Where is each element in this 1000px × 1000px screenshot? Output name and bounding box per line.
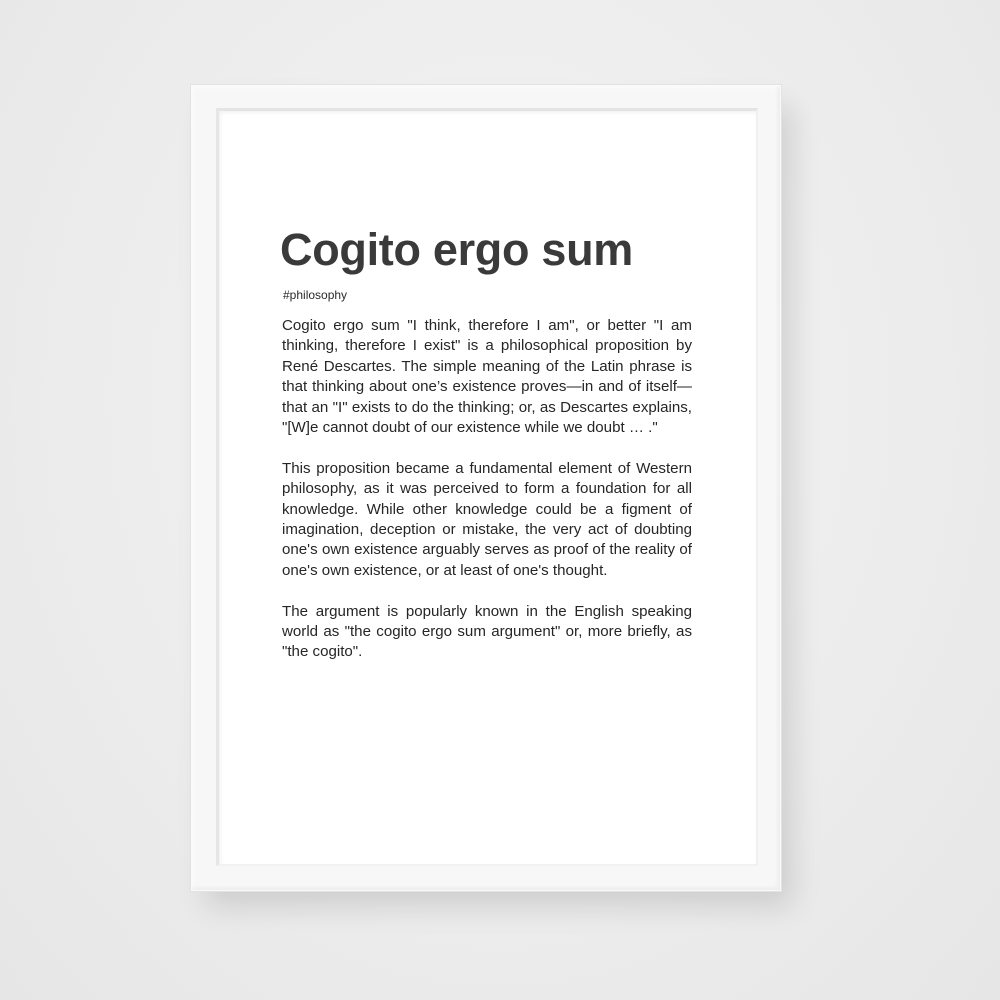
paragraph-3: The argument is popularly known in the English speaking world as "the cogito ergo sum argument" or, more briefly, as "the cogito".	[282, 602, 692, 661]
poster-body	[282, 316, 692, 663]
poster-hashtag: #philosophy	[283, 288, 348, 302]
paragraph-2: This proposition became a fundamental element of Western philosophy, as it was perceived to form a foundation for all knowledge. While other knowledge could be a figment of imagination, deception or mistake, the very act of doubting one's own existence arguably serves as proof of the reality of one's own existence, or at least of one's thought.	[282, 459, 692, 579]
paragraph-1: Cogito ergo sum "I think, therefore I am", or better "I am thinking, therefore I exist" is a philosophical proposition by René Descartes. The simple meaning of the Latin phrase is that thinking about one’s existence proves—in and of itself—that an "I" exists to do the thinking; or, as Descartes explains, "[W]e cannot doubt of our existence while we doubt … ."	[282, 317, 692, 437]
poster-title: Cogito ergo sum	[280, 224, 633, 275]
